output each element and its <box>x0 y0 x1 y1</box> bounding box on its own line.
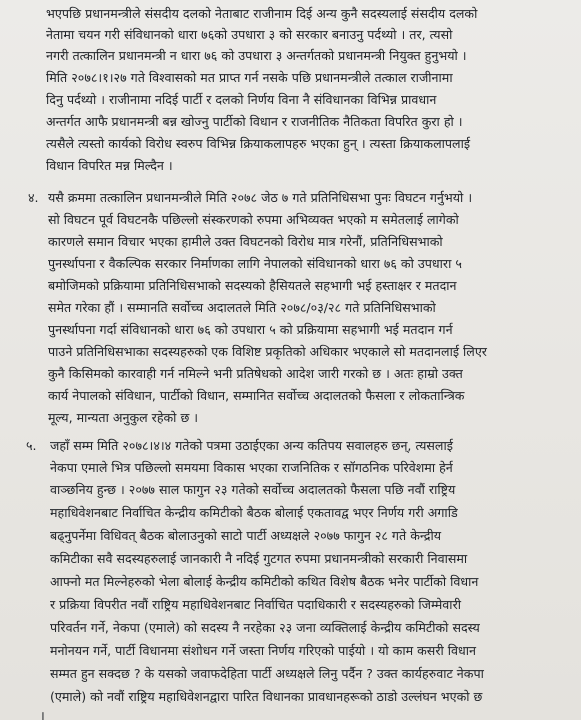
text-line: विधान विपरित मन्न मिल्दैन । <box>46 158 173 173</box>
text-line: जहाँ सम्म मिति २०७८।४।४ गतेको पत्रमा उठाईएका अन्य कतिपय सवालहरु छन्, त्यसलाई <box>50 438 453 453</box>
text-line: नगरी तत्कालिन प्रधानमन्त्री न धारा ७६ को उपधारा ३ अन्तर्गतको प्रधानमन्त्री नियुक्त हुनुभयो । <box>46 48 467 63</box>
text-line: भएपछि प्रधानमन्त्रीले संसदीय दलको नेताबाट राजीनाम दिई अन्य कुनै सदस्यलाई संसदीय दलको <box>46 6 478 21</box>
text-line: कुनै किसिमको कारवाही गर्न नमिल्ने भनी प्रतिषेधको आदेश जारी गरको छ । अतः हाम्रो उक्त <box>48 366 463 381</box>
text-line: बढ्नुपर्नेमा विधिवत् बैठक बोलाउनुको साटो पार्टी अध्यक्षले २०७७ फागुन २८ गते केन्द्रीय <box>50 528 442 543</box>
text-line: पाउने प्रतिनिधिसभाका सदस्यहरुको एक विशिष्ट प्रकृतिको अधिकार भएकाले सो मतदानलाई लिएर <box>48 344 487 359</box>
text-line: पुनर्स्थापना र वैकल्पिक सरकार निर्माणका लागि नेपालको संविधानको धारा ७६ को उपधारा ५ <box>48 256 462 271</box>
list-number: ५. <box>26 438 37 453</box>
text-line: सो विघटन पूर्व विघटनकै पछिल्लो संस्करणको रुपमा अभिव्यक्त भएको म समेतलाई लागेको <box>48 212 459 227</box>
text-line: आफ्नो मत मिल्नेहरुको भेला बोलाई केन्द्रीय कमिटीको कथित विशेष बैठक भनेर पार्टीको विधान <box>50 574 479 589</box>
text-line: वाञ्छनिय हुन्छ । २०७७ साल फागुन २३ गतेको सर्वोच्च अदालतको फैसला पछि नवौं राष्ट्रिय <box>50 482 456 497</box>
text-line: परिवर्तन गर्ने, नेकपा (एमाले) को सदस्य नै नरहेका २३ जना व्यक्तिलाई केन्द्रीय कमिटीको सदस्य <box>50 620 480 635</box>
text-line: मिति २०७८।१।२७ गते विश्वासको मत प्राप्त गर्न नसके पछि प्रधानमन्त्रीले तत्काल राजीनामा <box>46 70 453 85</box>
text-line: कार्य नेपालको संविधान, पार्टीको विधान, सम्मानित सर्वोच्च अदालतको फैसला र लोकतान्त्रिक <box>48 388 465 403</box>
text-line: । <box>40 708 45 720</box>
text-line: मूल्य, मान्यता अनुकुल रहेको छ । <box>48 410 199 425</box>
text-line: बमोजिमको प्रक्रियामा प्रतिनिधिसभाको सदस्यको हैसियतले सहभागी भई हस्ताक्षर र मतदान <box>48 278 457 293</box>
text-line: र प्रक्रिया विपरीत नवौं राष्ट्रिय महाधिवेशनबाट निर्वाचित पदाधिकारी र सदस्यहरुको जिम्मेवारी <box>50 597 461 612</box>
text-line: सम्मत हुन सक्दछ ? के यसको जवाफदेहिता पार्टी अध्यक्षले लिनु पर्दैन ? उक्त कार्यहरुवाट नेकपा <box>50 666 484 681</box>
text-line: नेतामा चयन गरी संविधानको धारा ७६को उपधारा ३ को सरकार बनाउनु पर्दथ्यो । तर, त्यसो <box>46 27 453 42</box>
text-line: त्यसैले त्यस्तो कार्यको विरोध स्वरुप विभिन्न क्रियाकलापहरु भएका हुन् । त्यस्ता क्रियाकलापलाई <box>46 136 471 151</box>
text-line: कमिटीका सवै सदस्यहरुलाई जानकारी नै नदिई गुटगत रुपमा प्रधानमन्त्रीको सरकारी निवासमा <box>50 551 468 566</box>
text-line: दिनु पर्दथ्यो । राजीनामा नदिई पार्टी र दलको निर्णय विना नै संविधानका विभिन्न प्रावधान <box>46 92 437 107</box>
list-number: ४. <box>28 190 39 205</box>
text-line: (एमाले) को नवौं राष्ट्रिय महाधिवेशनद्वारा पारित विधानका प्रावधानहरूको ठाडो उल्लंघन भएको छ <box>50 689 483 704</box>
text-line: यसै क्रममा तत्कालिन प्रधानमन्त्रीले मिति २०७८ जेठ ७ गते प्रतिनिधिसभा पुनः विघटन गर्नुभयो । <box>48 190 473 205</box>
text-line: कारणले समान विचार भएका हामीले उक्त विघटनको विरोध मात्र गरेनौं, प्रतिनिधिसभाको <box>48 234 443 249</box>
text-line: महाधिवेशनबाट निर्वाचित केन्द्रीय कमिटीको बैठक बोलाई एकतावद्व भएर निर्णय गरी अगाडि <box>50 505 458 520</box>
text-line: नेकपा एमाले भित्र पछिल्लो समयमा विकास भएका राजनितिक र सॉगठनिक परिवेशमा हेर्न <box>50 460 453 475</box>
text-line: मनोनयन गर्ने, पार्टी विधानमा संशोधन गर्ने जस्ता निर्णय गरिएको पाईयो । यो काम कसरी विधान <box>50 643 476 658</box>
text-line: अन्तर्गत आफै प्रधानमन्त्री बन्न खोज्नु पार्टीको विधान र राजनीतिक नैतिकता विपरित कुरा हो । <box>46 114 463 129</box>
text-line: समेत गरेका हौं । सम्मानति सर्वोच्च अदालतले मिति २०७८/०३/२८ गते प्रतिनिधिसभाको <box>48 300 436 315</box>
text-line: पुनर्स्थापना गर्दा संविधानको धारा ७६ को उपधारा ५ को प्रक्रियामा सहभागी भई मतदान गर्न <box>48 322 453 337</box>
